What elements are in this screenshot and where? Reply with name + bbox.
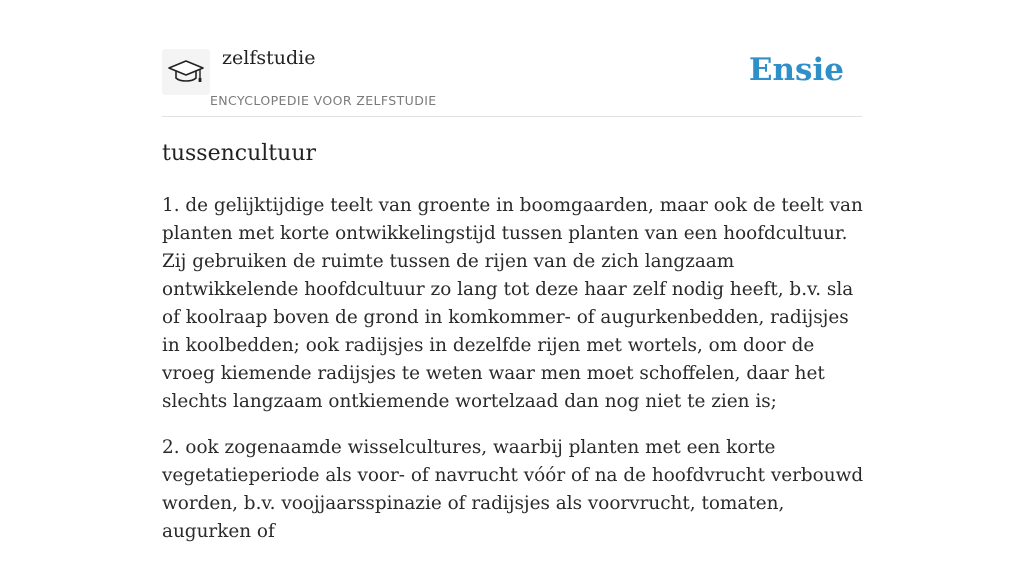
site-logo[interactable] <box>162 49 210 95</box>
site-name-link[interactable]: zelfstudie <box>222 47 316 69</box>
brand-logo-link[interactable]: Ensie <box>748 52 844 88</box>
site-subtitle: ENCYCLOPEDIE VOOR ZELFSTUDIE <box>210 93 437 108</box>
definition-paragraph: 1. de gelijktijdige teelt van groente in boomgaarden, maar ook de teelt van planten met korte ontwikkelingstijd tussen planten van een hoofdcultuur. Zij gebruiken de ruimte tussen de rijen van de zich langzaam ontwikkelende hoofdcultuur zo lang tot deze haar zelf nodig heeft, b.v. sla of koolraap boven de grond in komkommer- of augurkenbedden, radijsjes in koolbedden; ook radijsjes in dezelfde rijen met wortels, om door de vroeg kiemende radijsjes te weten waar men moet schoffelen, daar het slechts langzaam ontkiemende wortelzaad dan nog niet te zien is; <box>162 195 863 412</box>
article-body <box>162 192 868 564</box>
page-title: tussencultuur <box>162 141 316 166</box>
site-header <box>162 0 862 117</box>
definition-paragraph: 2. ook zogenaamde wisselcultures, waarbij planten met een korte vegetatieperiode als voor- of navrucht vóór of na de hoofdvrucht verbouwd worden, b.v. voojjaarsspinazie of radijsjes als voorvrucht, tomaten, augurken of <box>162 437 864 542</box>
